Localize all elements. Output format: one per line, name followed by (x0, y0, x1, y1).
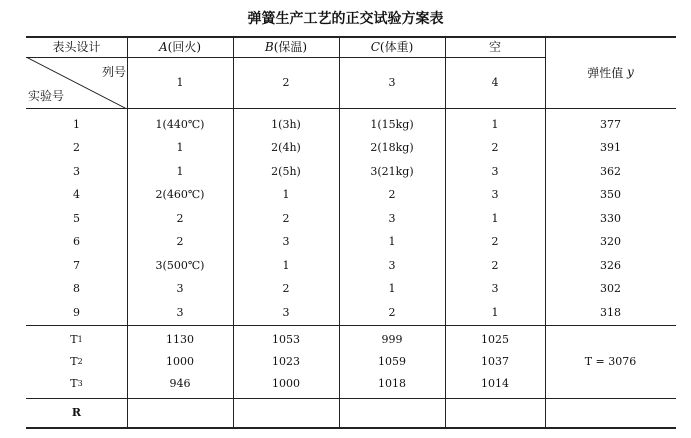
experiment-no: 4 (73, 188, 80, 201)
sum-value-d: 1037 (481, 354, 509, 368)
sum-letter: T (70, 354, 78, 368)
sum-value-c: 1059 (378, 354, 406, 368)
sum-label (26, 329, 127, 349)
factor-c-letter: C (370, 39, 380, 54)
column-number-2: 2 (282, 76, 290, 89)
factor-a-level: 1 (176, 141, 184, 154)
empty-level: 1 (491, 117, 499, 131)
factor-b-level: 2(5h) (271, 164, 301, 178)
factor-c-header (339, 36, 445, 57)
factor-b-level: 3 (282, 305, 290, 319)
experiment-no: 2 (73, 141, 80, 154)
factor-a-level: 3 (176, 305, 184, 319)
table-title: 弹簧生产工艺的正交试验方案表 (247, 11, 444, 27)
experiment-no: 3 (73, 164, 80, 178)
factor-b-level: 1(3h) (271, 117, 301, 131)
factor-b-level: 2(4h) (271, 141, 301, 154)
factor-c-name: (体重) (379, 40, 414, 54)
factor-c-level: 2(18kg) (370, 141, 414, 154)
sum-value-d: 1014 (481, 376, 509, 390)
factor-a-level: 1 (176, 164, 184, 178)
empty-level: 1 (491, 211, 499, 225)
sum-subscript: 3 (77, 378, 83, 388)
factor-b-level: 3 (282, 235, 290, 248)
experiment-no: 1 (73, 117, 80, 131)
factor-a-level: 3(500℃) (155, 258, 205, 272)
factor-a-level: 3 (176, 282, 184, 295)
sum-letter: T (70, 376, 78, 390)
factor-c-level: 1(15kg) (370, 117, 414, 131)
experiment-no: 7 (73, 258, 80, 272)
sum-subscript: 1 (77, 334, 83, 344)
elasticity-value: 391 (600, 141, 621, 154)
empty-level: 3 (491, 282, 499, 295)
sum-label (26, 351, 127, 371)
elasticity-value: 377 (600, 117, 621, 131)
column-number-4: 4 (491, 76, 499, 89)
factor-c-level: 1 (388, 235, 396, 248)
sum-value-c: 1018 (378, 376, 406, 390)
sum-value-b: 1023 (272, 354, 300, 368)
factor-b-letter: B (264, 39, 274, 54)
sum-value-a: 1000 (166, 354, 194, 368)
elasticity-value: 326 (600, 258, 621, 272)
sum-value-c: 999 (381, 332, 403, 346)
factor-c-level: 2 (388, 305, 396, 319)
sum-label (26, 373, 127, 393)
empty-level: 3 (491, 164, 499, 178)
sum-value-d: 1025 (481, 332, 509, 346)
factor-c-level: 3 (388, 258, 396, 272)
result-symbol: y (627, 65, 634, 79)
range-label: R (71, 406, 82, 419)
factor-c-level: 1 (388, 282, 396, 295)
factor-a-level: 2 (176, 211, 184, 225)
sum-subscript: 2 (77, 356, 83, 366)
factor-b-header (233, 36, 339, 57)
factor-c-level: 3(21kg) (370, 164, 414, 178)
empty-level: 2 (491, 141, 499, 154)
elasticity-value: 330 (600, 211, 621, 225)
elasticity-value: 320 (600, 235, 621, 248)
factor-a-header (127, 36, 233, 57)
sum-letter: T (70, 332, 78, 346)
result-header (545, 36, 676, 108)
factor-b-level: 2 (282, 282, 290, 295)
elasticity-value: 302 (600, 282, 621, 295)
sum-value-a: 946 (169, 376, 191, 390)
factor-a-level: 2(460℃) (155, 188, 205, 201)
experiment-number-label: 实验号 (28, 88, 65, 103)
factor-a-letter: A (158, 39, 168, 54)
empty-level: 3 (491, 188, 499, 201)
elasticity-value: 318 (600, 305, 621, 319)
sum-value-a: 1130 (166, 332, 194, 346)
sum-value-b: 1053 (272, 332, 300, 346)
header-design-label: 表头设计 (52, 40, 101, 54)
empty-level: 2 (491, 235, 499, 248)
factor-c-level: 3 (388, 211, 396, 225)
column-number-label: 列号 (101, 64, 126, 79)
result-label: 弹性值 (587, 65, 624, 80)
factor-a-level: 2 (176, 235, 184, 248)
factor-a-level: 1(440℃) (155, 117, 205, 131)
column-number-3: 3 (388, 76, 396, 89)
factor-b-name: (保温) (273, 40, 308, 54)
factor-b-level: 1 (282, 258, 290, 272)
factor-b-level: 2 (282, 211, 290, 225)
orthogonal-test-table (26, 36, 676, 428)
experiment-no: 8 (73, 282, 80, 295)
experiment-no: 9 (73, 305, 80, 319)
factor-a-name: (回火) (167, 40, 202, 54)
table-bottom-rule (26, 427, 676, 429)
elasticity-value: 362 (600, 164, 621, 178)
sum-value-b: 1000 (272, 376, 300, 390)
elasticity-value: 350 (600, 188, 621, 201)
experiment-no: 6 (73, 235, 80, 248)
column-number-1: 1 (176, 76, 184, 89)
total-sum: T = 3076 (584, 355, 637, 368)
empty-column-header: 空 (488, 40, 501, 54)
empty-level: 1 (491, 305, 499, 319)
factor-b-level: 1 (282, 188, 290, 201)
experiment-no: 5 (73, 211, 80, 225)
factor-c-level: 2 (388, 188, 396, 201)
empty-level: 2 (491, 258, 499, 272)
